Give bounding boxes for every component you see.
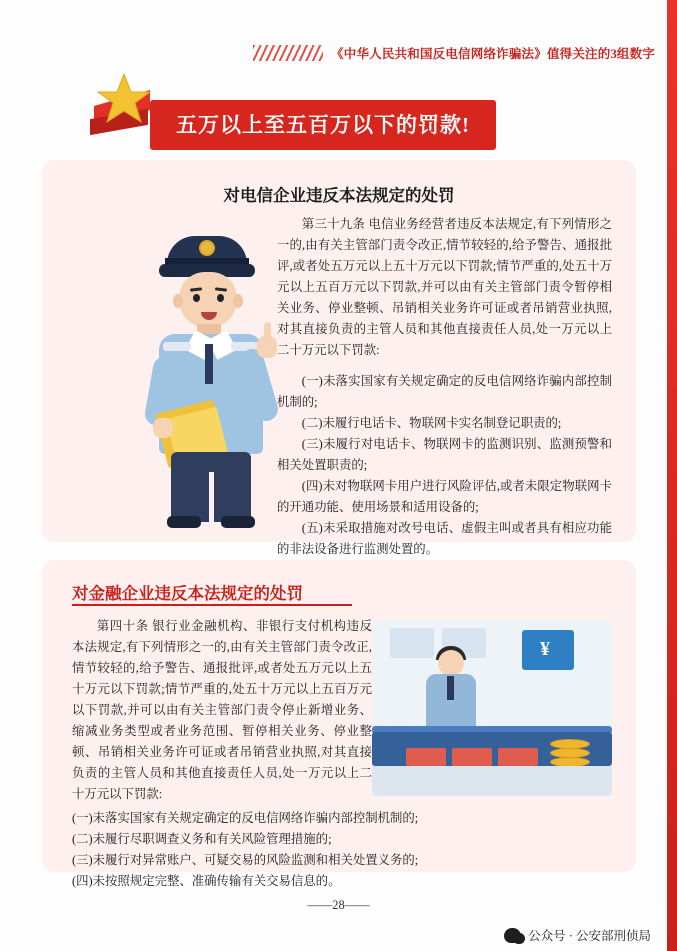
header-title: 《中华人民共和国反电信网络诈骗法》值得关注的3组数字 <box>331 47 655 61</box>
finance-item-2: (二)未履行尽职调查义务和有关风险管理措施的; <box>72 832 332 846</box>
telecom-item-5: (五)未采取措施对改号电话、虚假主叫或者具有相应功能的非法设备进行监测处置的。 <box>277 521 612 556</box>
finance-item-4: (四)未按照规定完整、准确传输有关交易信息的。 <box>72 874 341 888</box>
title-underline <box>72 604 352 606</box>
finance-item-1: (一)未落实国家有关规定确定的反电信网络诈骗内部控制机制的; <box>72 811 419 825</box>
banner-area <box>88 78 588 154</box>
currency-symbol-icon: ¥ <box>540 638 550 660</box>
section-telecom-card <box>42 160 636 556</box>
telecom-item-1: (一)未落实国家有关规定确定的反电信网络诈骗内部控制机制的; <box>277 374 612 409</box>
bank-counter-illustration <box>372 620 612 800</box>
section-telecom-title: 对电信企业违反本法规定的处罚 <box>223 186 455 205</box>
finance-paragraph: 第四十条 银行业金融机构、非银行支付机构违反本法规定,有下列情形之一的,由有关主管部门责令改正,情节较轻的,给予警告、通报批评,或者处五万元以上五十万元以下罚款;情节严重的,处五十万元以上五百万元以下罚款,并可以由有关主管部门责令停止新增业务、缩减业务类型或者业务范围、暂停相关业务、停业整顿、吊销相关业务许可证或者吊销营业执照,对其直接负责的主管人员和其他直接责任人员,处一万元以上二十万元以下罚款: <box>72 619 372 801</box>
section-finance-card <box>42 560 636 888</box>
police-officer-illustration <box>137 220 287 530</box>
finance-item-3: (三)未履行对异常账户、可疑交易的风险监测和相关处置义务的; <box>72 853 419 867</box>
page-number: ——28—— <box>307 898 370 912</box>
banner-title-box <box>150 100 496 150</box>
page-edge-strip <box>667 0 677 951</box>
section-finance-list <box>72 808 612 892</box>
banner-title: 五万以上至五百万以下的罚款! <box>176 113 470 137</box>
telecom-item-3: (三)未履行对电话卡、物联网卡的监测识别、监测预警和相关处置职责的; <box>277 437 612 472</box>
hatch-decoration-icon <box>253 45 323 61</box>
header-inner <box>253 44 655 62</box>
police-badge-icon <box>199 240 215 256</box>
telecom-paragraph: 第三十九条 电信业务经营者违反本法规定,有下列情形之一的,由有关主管部门责令改正,情节较轻的,给予警告、通报批评,或者处五万元以上五十万元以下罚款;情节严重的,处五十万元以上五百万元以下罚款,并可以由有关主管部门责令暂停相关业务、停业整顿、吊销相关业务许可证或者吊销营业执照,对其直接负责的主管人员和其他直接责任人员,处一万元以上二十万元以下罚款: <box>277 217 612 357</box>
footer-account-text: 公众号 · 公安部刑侦局 <box>528 929 651 943</box>
section-finance-body <box>72 616 372 805</box>
page-header <box>0 44 677 70</box>
telecom-item-4: (四)未对物联网卡用户进行风险评估,或者未限定物联网卡的开通功能、使用场景和适用设备的; <box>277 479 612 514</box>
section-finance-title: 对金融企业违反本法规定的处罚 <box>72 584 303 603</box>
section-telecom-body <box>277 214 612 560</box>
wechat-icon <box>504 928 521 943</box>
footer-account <box>504 926 651 944</box>
telecom-item-2: (二)未履行电话卡、物联网卡实名制登记职责的; <box>301 416 562 430</box>
star-icon <box>96 72 152 126</box>
